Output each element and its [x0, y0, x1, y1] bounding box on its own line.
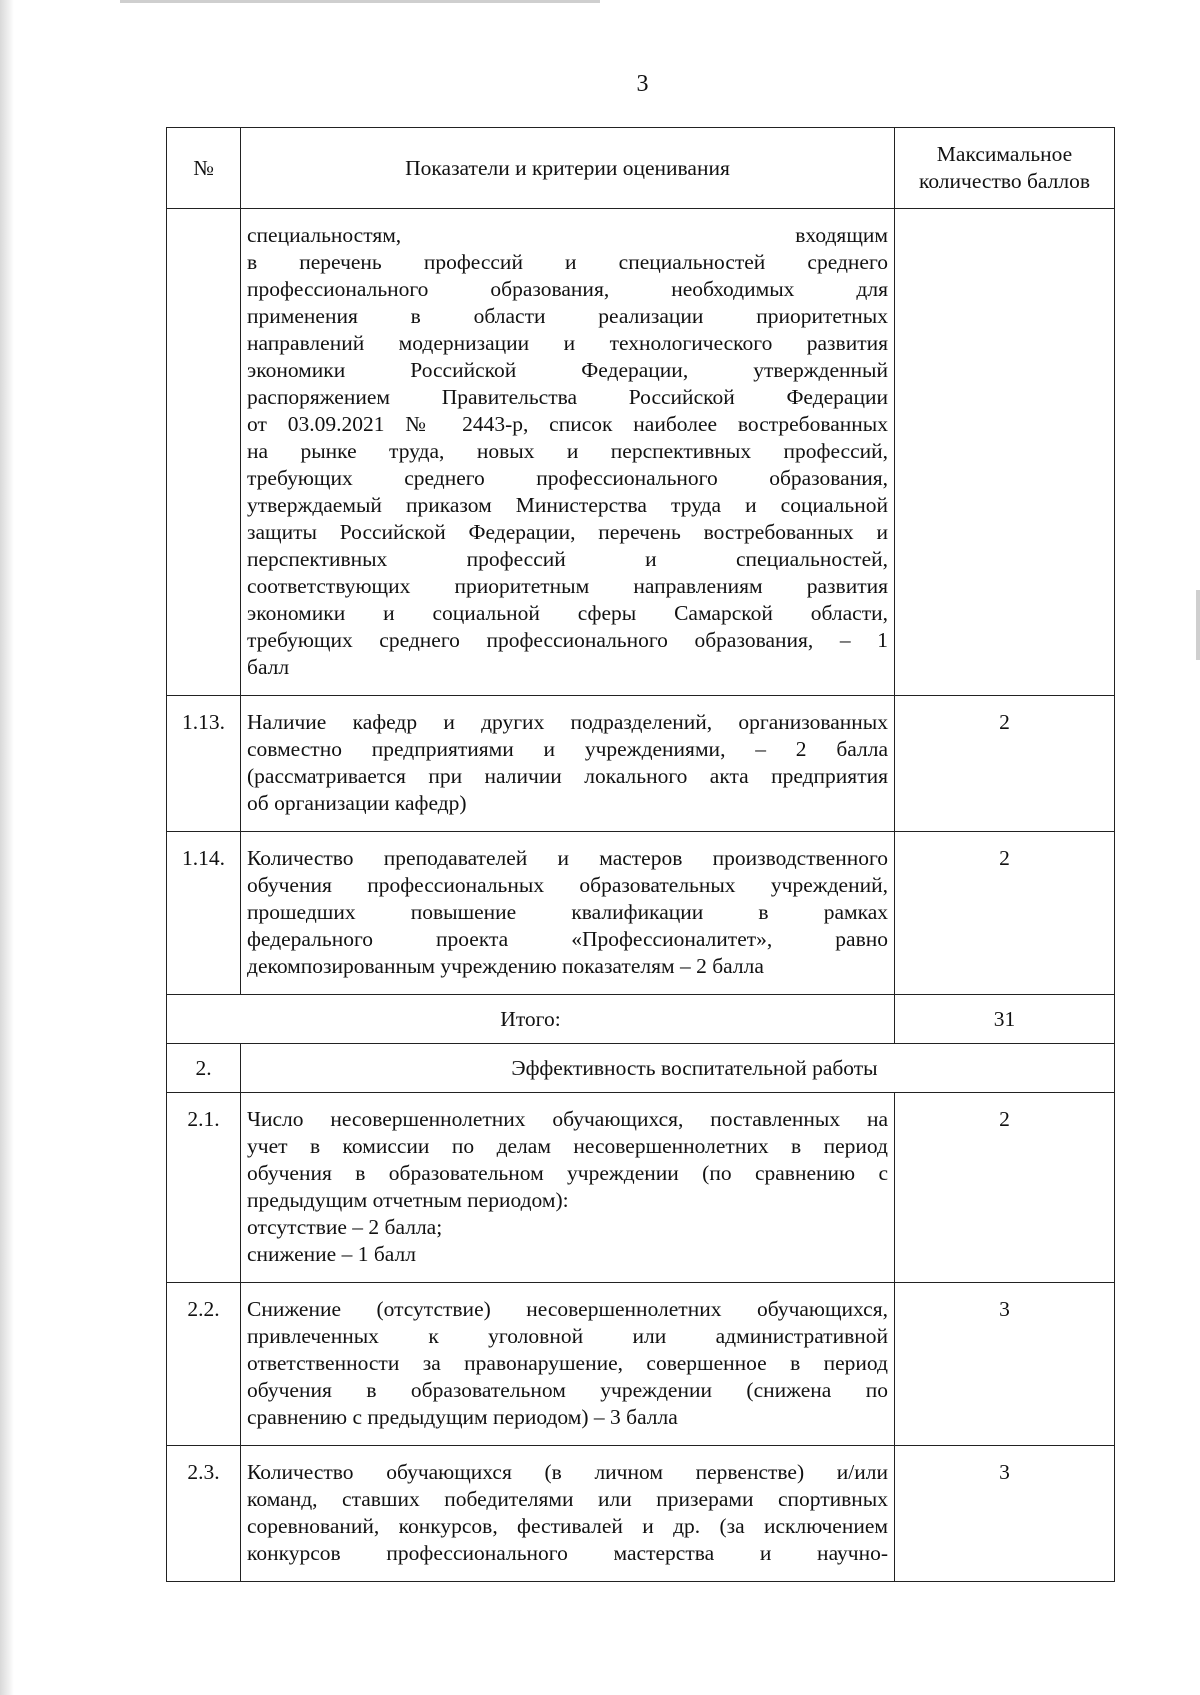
row-criteria-text	[241, 209, 895, 696]
text-line: обучения профессиональных образовательных учреждений,	[247, 873, 888, 897]
scan-right-mark	[1196, 590, 1200, 660]
row-criteria-text	[241, 696, 895, 832]
text-line: учет в комиссии по делам несовершеннолетних в период	[247, 1134, 888, 1158]
text-line: Наличие кафедр и других подразделений, организованных	[247, 710, 888, 734]
text-line: перспективных профессий и специальностей,	[247, 547, 888, 571]
total-value: 31	[895, 995, 1115, 1044]
text-line: Количество обучающихся (в личном первенстве) и/или	[247, 1460, 888, 1484]
text-line: в перечень профессий и специальностей среднего	[247, 250, 888, 274]
header-criteria: Показатели и критерии оценивания	[241, 128, 895, 209]
text-line: направлений модернизации и технологического развития	[247, 331, 888, 355]
row-num: 2.3.	[167, 1446, 241, 1582]
text-line: требующих среднего профессионального образования, – 1	[247, 628, 888, 652]
table-row-1-14	[167, 832, 1115, 995]
scan-left-edge	[0, 0, 14, 1695]
text-line: экономики и социальной сферы Самарской области,	[247, 601, 888, 625]
row-num: 1.13.	[167, 696, 241, 832]
text-line: Количество преподавателей и мастеров производственного	[247, 846, 888, 870]
table-row-continued	[167, 209, 1115, 696]
row-criteria-text	[241, 1093, 895, 1283]
text-line: конкурсов профессионального мастерства и научно-	[247, 1541, 888, 1565]
section-num: 2.	[167, 1044, 241, 1093]
text-line: обучения в образовательном учреждении (по сравнению с	[247, 1161, 888, 1185]
text-line: Число несовершеннолетних обучающихся, поставленных на	[247, 1107, 888, 1131]
table-row-1-13	[167, 696, 1115, 832]
text-line: декомпозированным учреждению показателям – 2 балла	[247, 954, 764, 978]
text-line: ответственности за правонарушение, совершенное в период	[247, 1351, 888, 1375]
table-row-2-1	[167, 1093, 1115, 1283]
table-total-row	[167, 995, 1115, 1044]
text-line: применения в области реализации приоритетных	[247, 304, 888, 328]
text-line: прошедших повышение квалификации в рамках	[247, 900, 888, 924]
text-line: защиты Российской Федерации, перечень востребованных и	[247, 520, 888, 544]
header-num: №	[167, 128, 241, 209]
text-line: Снижение (отсутствие) несовершеннолетних обучающихся,	[247, 1297, 888, 1321]
row-max-empty	[895, 209, 1115, 696]
row-max-points: 2	[895, 696, 1115, 832]
text-line: балл	[247, 655, 290, 679]
text-line: требующих среднего профессионального образования,	[247, 466, 888, 490]
row-criteria-text	[241, 1283, 895, 1446]
table-header-row	[167, 128, 1115, 209]
text-line: соревнований, конкурсов, фестивалей и др. (за исключением	[247, 1514, 888, 1538]
row-num: 2.1.	[167, 1093, 241, 1283]
row-max-points: 2	[895, 1093, 1115, 1283]
row-num: 2.2.	[167, 1283, 241, 1446]
text-line: профессионального образования, необходимых для	[247, 277, 888, 301]
text-line: на рынке труда, новых и перспективных профессий,	[247, 439, 888, 463]
text-line: утверждаемый приказом Министерства труда и социальной	[247, 493, 888, 517]
text-line: привлеченных к уголовной или административной	[247, 1324, 888, 1348]
criteria-table	[166, 127, 1115, 1582]
scan-top-edge	[120, 0, 600, 3]
table-row-2-3	[167, 1446, 1115, 1582]
row-max-points: 3	[895, 1283, 1115, 1446]
text-line: распоряжением Правительства Российской Федерации	[247, 385, 888, 409]
table-section-row	[167, 1044, 1115, 1093]
text-line: об организации кафедр)	[247, 791, 467, 815]
text-line: команд, ставших победителями или призерами спортивных	[247, 1487, 888, 1511]
row-max-points: 3	[895, 1446, 1115, 1582]
header-max-points: Максимальное количество баллов	[895, 128, 1115, 209]
text-line: предыдущим отчетным периодом):	[247, 1188, 569, 1212]
text-line: отсутствие – 2 балла;	[247, 1215, 443, 1239]
row-criteria-text	[241, 1446, 895, 1582]
text-line: сравнению с предыдущим периодом) – 3 балла	[247, 1405, 678, 1429]
text-line: экономики Российской Федерации, утвержденный	[247, 358, 888, 382]
page-number: 3	[636, 71, 649, 97]
text-line: от 03.09.2021 № 2443-р, список наиболее востребованных	[247, 412, 888, 436]
total-label: Итого:	[167, 995, 895, 1044]
row-num: 1.14.	[167, 832, 241, 995]
text-line: совместно предприятиями и учреждениями, – 2 балла	[247, 737, 888, 761]
row-max-points: 2	[895, 832, 1115, 995]
text-line: федерального проекта «Профессионалитет», равно	[247, 927, 888, 951]
text-line: специальностям, входящим	[247, 223, 888, 247]
text-line: обучения в образовательном учреждении (снижена по	[247, 1378, 888, 1402]
text-line: (рассматривается при наличии локального акта предприятия	[247, 764, 888, 788]
row-num-empty	[167, 209, 241, 696]
text-line: соответствующих приоритетным направлениям развития	[247, 574, 888, 598]
row-criteria-text	[241, 832, 895, 995]
section-title: Эффективность воспитательной работы	[241, 1044, 1115, 1093]
table-row-2-2	[167, 1283, 1115, 1446]
text-line: снижение – 1 балл	[247, 1242, 416, 1266]
